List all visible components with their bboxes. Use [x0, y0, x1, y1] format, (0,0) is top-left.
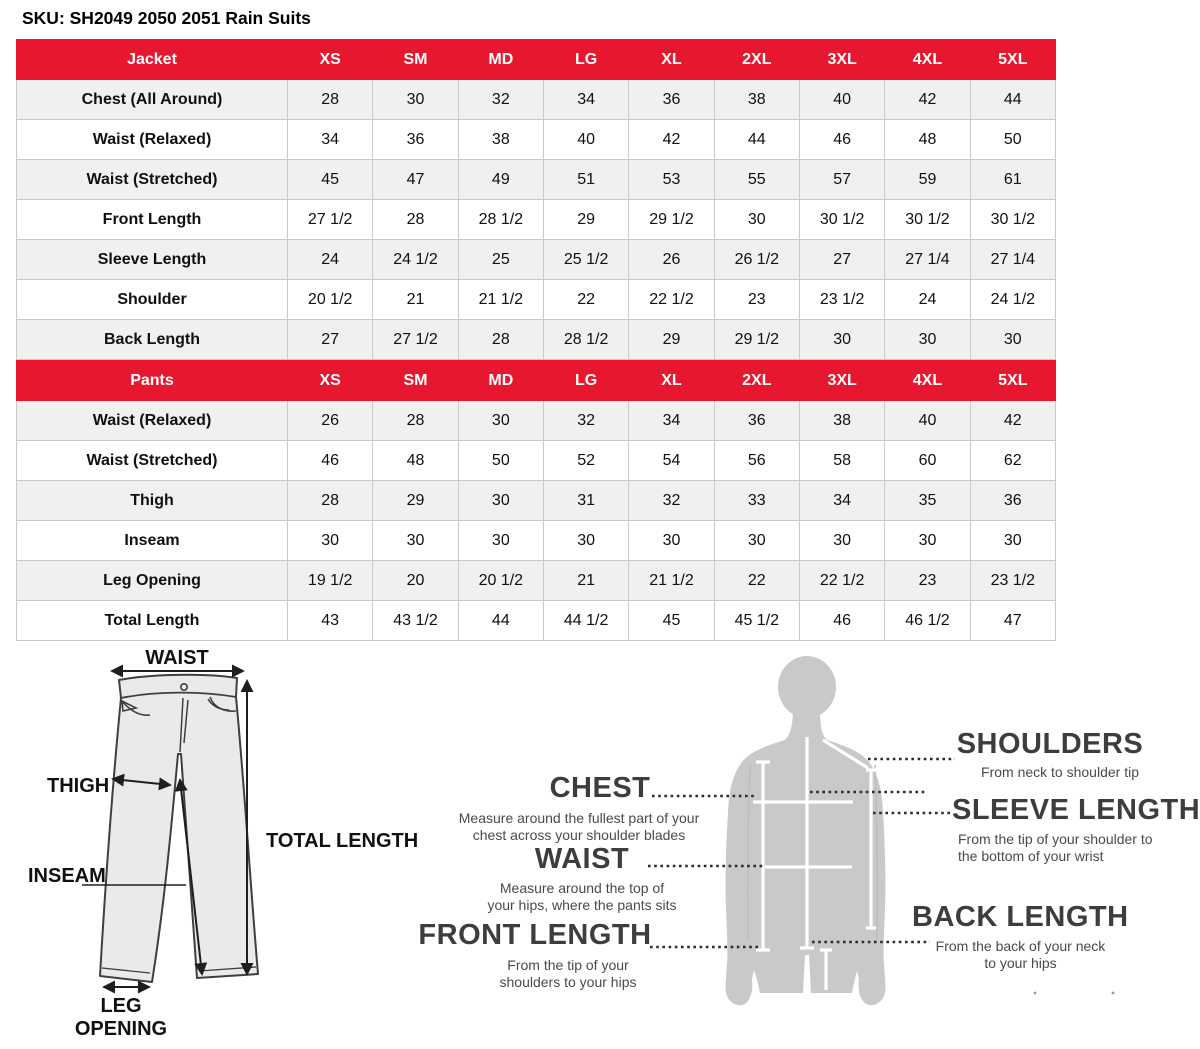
row-label-cell: Leg Opening: [17, 561, 288, 601]
waist-label: WAIST: [145, 647, 209, 669]
front-length-label: FRONT LENGTH: [418, 919, 652, 951]
size-header-cell: 4XL: [885, 361, 970, 401]
size-value-cell: 49: [458, 160, 543, 200]
inseam-label: INSEAM: [28, 865, 106, 887]
chest-label: CHEST: [549, 772, 651, 804]
size-value-cell: 22: [543, 280, 628, 320]
size-value-cell: 45: [288, 160, 373, 200]
size-value-cell: 25 1/2: [543, 240, 628, 280]
size-value-cell: 30: [970, 521, 1055, 561]
row-label-cell: Waist (Stretched): [17, 441, 288, 481]
size-header-cell: SM: [373, 361, 458, 401]
table-title-cell: Pants: [17, 361, 288, 401]
size-value-cell: 32: [629, 481, 714, 521]
size-value-cell: 44: [714, 120, 799, 160]
size-value-cell: 44: [458, 601, 543, 641]
size-value-cell: 28 1/2: [543, 320, 628, 360]
size-value-cell: 21 1/2: [629, 561, 714, 601]
size-value-cell: 22 1/2: [629, 280, 714, 320]
table-row: [17, 481, 1056, 521]
size-value-cell: 29: [629, 320, 714, 360]
back-length-desc: From the back of your neck to your hips: [935, 938, 1106, 971]
size-value-cell: 53: [629, 160, 714, 200]
size-value-cell: 28: [373, 200, 458, 240]
size-header-cell: MD: [458, 361, 543, 401]
size-value-cell: 59: [885, 160, 970, 200]
body-waist-desc: Measure around the top of your hips, where the pants sits: [487, 880, 677, 913]
size-value-cell: 43: [288, 601, 373, 641]
size-header-cell: XL: [629, 361, 714, 401]
size-value-cell: 34: [288, 120, 373, 160]
size-value-cell: 42: [629, 120, 714, 160]
front-length-desc: From the tip of your shoulders to your hips: [499, 957, 637, 990]
size-value-cell: 30: [373, 80, 458, 120]
size-value-cell: 30 1/2: [885, 200, 970, 240]
size-value-cell: 30: [629, 521, 714, 561]
size-value-cell: 52: [543, 441, 628, 481]
decorative-dot: [1112, 992, 1115, 995]
size-value-cell: 36: [629, 80, 714, 120]
size-value-cell: 50: [970, 120, 1055, 160]
size-value-cell: 29 1/2: [714, 320, 799, 360]
size-header-cell: 2XL: [714, 361, 799, 401]
table-row: [17, 320, 1056, 360]
size-value-cell: 30: [885, 521, 970, 561]
size-value-cell: 44: [970, 80, 1055, 120]
size-value-cell: 23: [885, 561, 970, 601]
shoulders-desc: From neck to shoulder tip: [981, 764, 1139, 780]
leg-opening-label-line2: OPENING: [74, 1018, 168, 1040]
size-value-cell: 46: [288, 441, 373, 481]
size-header-cell: 3XL: [799, 40, 884, 80]
size-value-cell: 40: [543, 120, 628, 160]
row-label-cell: Back Length: [17, 320, 288, 360]
page-title: SKU: SH2049 2050 2051 Rain Suits: [22, 8, 311, 28]
leg-opening-label-line1: LEG: [100, 995, 142, 1017]
size-value-cell: 30: [458, 481, 543, 521]
size-value-cell: 28: [373, 401, 458, 441]
size-value-cell: 27 1/2: [288, 200, 373, 240]
size-value-cell: 25: [458, 240, 543, 280]
size-value-cell: 30 1/2: [799, 200, 884, 240]
size-value-cell: 46: [799, 601, 884, 641]
size-value-cell: 23 1/2: [970, 561, 1055, 601]
size-value-cell: 58: [799, 441, 884, 481]
size-value-cell: 24: [288, 240, 373, 280]
size-value-cell: 27 1/4: [885, 240, 970, 280]
size-value-cell: 21: [373, 280, 458, 320]
size-value-cell: 24: [885, 280, 970, 320]
row-label-cell: Inseam: [17, 521, 288, 561]
table-row: [17, 561, 1056, 601]
size-value-cell: 24 1/2: [373, 240, 458, 280]
size-value-cell: 28: [288, 80, 373, 120]
row-label-cell: Sleeve Length: [17, 240, 288, 280]
row-label-cell: Waist (Stretched): [17, 160, 288, 200]
size-header-cell: 5XL: [970, 361, 1055, 401]
size-value-cell: 34: [629, 401, 714, 441]
header-row: [17, 40, 1056, 80]
size-value-cell: 40: [885, 401, 970, 441]
size-header-cell: 4XL: [885, 40, 970, 80]
size-header-cell: LG: [543, 40, 628, 80]
decorative-dot: [1034, 992, 1037, 995]
size-value-cell: 30: [714, 200, 799, 240]
size-value-cell: 30: [458, 401, 543, 441]
size-value-cell: 31: [543, 481, 628, 521]
size-value-cell: 27 1/2: [373, 320, 458, 360]
size-value-cell: 42: [970, 401, 1055, 441]
size-value-cell: 45: [629, 601, 714, 641]
table-row: [17, 200, 1056, 240]
size-header-cell: SM: [373, 40, 458, 80]
table-row: [17, 160, 1056, 200]
size-header-cell: 5XL: [970, 40, 1055, 80]
size-value-cell: 26: [288, 401, 373, 441]
size-value-cell: 30: [799, 521, 884, 561]
size-value-cell: 34: [799, 481, 884, 521]
size-value-cell: 57: [799, 160, 884, 200]
size-value-cell: 38: [799, 401, 884, 441]
header-row: [17, 361, 1056, 401]
size-value-cell: 38: [714, 80, 799, 120]
sleeve-length-desc: From the tip of your shoulder to the bottom of your wrist: [958, 831, 1153, 864]
back-length-label: BACK LENGTH: [912, 901, 1129, 933]
size-value-cell: 42: [885, 80, 970, 120]
table-row: [17, 521, 1056, 561]
size-value-cell: 20: [373, 561, 458, 601]
size-value-cell: 60: [885, 441, 970, 481]
size-value-cell: 51: [543, 160, 628, 200]
size-value-cell: 21 1/2: [458, 280, 543, 320]
pants-diagram: [28, 647, 418, 1040]
size-value-cell: 36: [970, 481, 1055, 521]
table-row: [17, 120, 1056, 160]
size-value-cell: 23: [714, 280, 799, 320]
size-value-cell: 27 1/4: [970, 240, 1055, 280]
size-value-cell: 30: [885, 320, 970, 360]
size-value-cell: 20 1/2: [288, 280, 373, 320]
chest-desc: Measure around the fullest part of your chest across your shoulder blades: [458, 810, 700, 843]
row-label-cell: Shoulder: [17, 280, 288, 320]
size-value-cell: 24 1/2: [970, 280, 1055, 320]
size-value-cell: 29 1/2: [629, 200, 714, 240]
size-value-cell: 20 1/2: [458, 561, 543, 601]
size-value-cell: 33: [714, 481, 799, 521]
table-row: [17, 240, 1056, 280]
row-label-cell: Waist (Relaxed): [17, 120, 288, 160]
size-value-cell: 48: [373, 441, 458, 481]
size-value-cell: 26 1/2: [714, 240, 799, 280]
size-value-cell: 54: [629, 441, 714, 481]
size-value-cell: 40: [799, 80, 884, 120]
size-value-cell: 36: [714, 401, 799, 441]
size-value-cell: 30 1/2: [970, 200, 1055, 240]
size-value-cell: 29: [373, 481, 458, 521]
size-value-cell: 43 1/2: [373, 601, 458, 641]
size-table-pants: [16, 360, 1056, 641]
size-value-cell: 32: [543, 401, 628, 441]
table-title-cell: Jacket: [17, 40, 288, 80]
row-label-cell: Thigh: [17, 481, 288, 521]
table-row: [17, 601, 1056, 641]
size-value-cell: 50: [458, 441, 543, 481]
size-tables-container: [16, 39, 1056, 641]
body-waist-label: WAIST: [534, 843, 630, 875]
thigh-label: THIGH: [47, 775, 110, 797]
size-header-cell: MD: [458, 40, 543, 80]
size-value-cell: 21: [543, 561, 628, 601]
sleeve-length-label: SLEEVE LENGTH: [952, 794, 1200, 826]
size-header-cell: 3XL: [799, 361, 884, 401]
size-value-cell: 27: [288, 320, 373, 360]
table-row: [17, 280, 1056, 320]
size-value-cell: 48: [885, 120, 970, 160]
size-value-cell: 56: [714, 441, 799, 481]
size-value-cell: 19 1/2: [288, 561, 373, 601]
size-value-cell: 30: [373, 521, 458, 561]
size-header-cell: XL: [629, 40, 714, 80]
table-row: [17, 401, 1056, 441]
size-value-cell: 26: [629, 240, 714, 280]
row-label-cell: Chest (All Around): [17, 80, 288, 120]
size-value-cell: 28 1/2: [458, 200, 543, 240]
size-header-cell: XS: [288, 361, 373, 401]
size-value-cell: 30: [799, 320, 884, 360]
size-value-cell: 47: [970, 601, 1055, 641]
table-row: [17, 80, 1056, 120]
size-value-cell: 55: [714, 160, 799, 200]
shoulders-label: SHOULDERS: [956, 728, 1144, 760]
size-value-cell: 28: [458, 320, 543, 360]
size-value-cell: 35: [885, 481, 970, 521]
size-header-cell: LG: [543, 361, 628, 401]
row-label-cell: Waist (Relaxed): [17, 401, 288, 441]
size-value-cell: 32: [458, 80, 543, 120]
row-label-cell: Front Length: [17, 200, 288, 240]
size-value-cell: 28: [288, 481, 373, 521]
size-value-cell: 30: [970, 320, 1055, 360]
size-header-cell: XS: [288, 40, 373, 80]
size-value-cell: 44 1/2: [543, 601, 628, 641]
size-value-cell: 61: [970, 160, 1055, 200]
size-value-cell: 45 1/2: [714, 601, 799, 641]
size-value-cell: 30: [543, 521, 628, 561]
size-value-cell: 36: [373, 120, 458, 160]
size-value-cell: 22 1/2: [799, 561, 884, 601]
total-length-label: TOTAL LENGTH: [266, 830, 419, 852]
table-row: [17, 441, 1056, 481]
size-value-cell: 47: [373, 160, 458, 200]
size-value-cell: 30: [288, 521, 373, 561]
row-label-cell: Total Length: [17, 601, 288, 641]
size-value-cell: 34: [543, 80, 628, 120]
size-value-cell: 62: [970, 441, 1055, 481]
size-value-cell: 29: [543, 200, 628, 240]
size-value-cell: 30: [458, 521, 543, 561]
size-value-cell: 46: [799, 120, 884, 160]
size-value-cell: 46 1/2: [885, 601, 970, 641]
size-value-cell: 23 1/2: [799, 280, 884, 320]
size-value-cell: 22: [714, 561, 799, 601]
size-value-cell: 38: [458, 120, 543, 160]
size-value-cell: 30: [714, 521, 799, 561]
size-header-cell: 2XL: [714, 40, 799, 80]
size-table-jacket: [16, 39, 1056, 360]
jeans-outline: [100, 675, 258, 982]
size-value-cell: 27: [799, 240, 884, 280]
